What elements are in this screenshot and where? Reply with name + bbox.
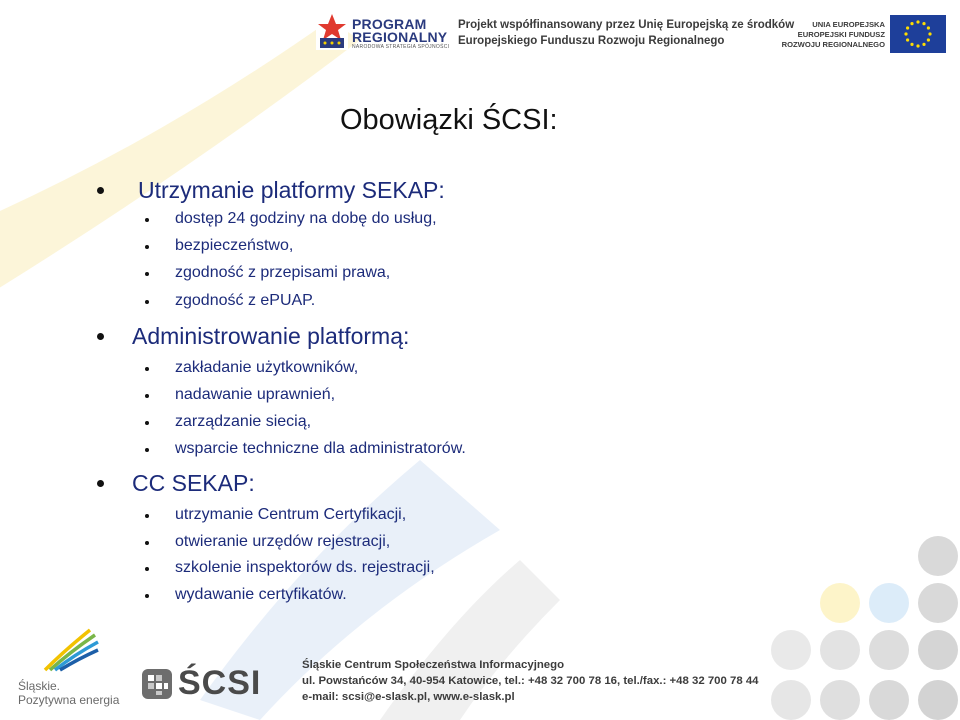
- list-item: nadawanie uprawnień,: [175, 386, 336, 403]
- footer-org-name: Śląskie Centrum Społeczeństwa Informacyjnego: [302, 659, 565, 671]
- deco-circle: [771, 680, 811, 720]
- eu-line1: UNIA EUROPEJSKA: [812, 20, 885, 29]
- footer-address: ul. Powstańców 34, 40-954 Katowice, tel.: +48 32 700 78 16, tel./fax.: +48 32 700 78 44: [302, 675, 759, 687]
- sub-bullet-icon: [145, 421, 149, 425]
- sub-bullet-icon: [145, 514, 149, 518]
- sub-bullet-icon: [145, 594, 149, 598]
- scsi-logo-text: ŚCSI: [178, 664, 262, 702]
- slaskie-line1: Śląskie.: [18, 679, 61, 693]
- bullet-icon: [97, 333, 104, 340]
- section-heading: Utrzymanie platformy SEKAP:: [138, 177, 445, 203]
- section-heading: Administrowanie platformą:: [132, 323, 410, 349]
- program-logo-line1: PROGRAM: [352, 16, 427, 32]
- footer-contact: e-mail: scsi@e-slask.pl, www.e-slask.pl: [302, 691, 515, 703]
- deco-circle: [918, 583, 958, 623]
- deco-circle: [918, 536, 958, 576]
- deco-circle: [771, 630, 811, 670]
- list-item: zgodność z ePUAP.: [175, 292, 316, 309]
- deco-circle: [869, 680, 909, 720]
- list-item: szkolenie inspektorów ds. rejestracji,: [175, 559, 435, 576]
- sub-bullet-icon: [145, 272, 149, 276]
- deco-circle: [918, 630, 958, 670]
- list-item: zakładanie użytkowników,: [175, 359, 359, 376]
- sub-bullet-icon: [145, 218, 149, 222]
- slaskie-line2: Pozytywna energia: [18, 693, 120, 707]
- program-regionalny-logo-icon: [316, 12, 348, 50]
- project-line2: Europejskiego Funduszu Rozwoju Regionalnego: [458, 35, 725, 47]
- list-item: dostęp 24 godziny na dobę do usług,: [175, 210, 437, 227]
- slaskie-logo-icon: [40, 625, 100, 675]
- list-item: utrzymanie Centrum Certyfikacji,: [175, 506, 407, 523]
- sub-bullet-icon: [145, 394, 149, 398]
- project-line1: Projekt współfinansowany przez Unię Europejską ze środków: [458, 19, 795, 31]
- list-item: otwieranie urzędów rejestracji,: [175, 533, 391, 550]
- deco-circle: [869, 630, 909, 670]
- header-banner: [0, 0, 960, 70]
- list-item: wydawanie certyfikatów.: [175, 586, 347, 603]
- eu-line3: ROZWOJU REGIONALNEGO: [781, 40, 885, 49]
- sub-bullet-icon: [145, 541, 149, 545]
- eu-line2: EUROPEJSKI FUNDUSZ: [797, 30, 885, 39]
- deco-circle: [869, 583, 909, 623]
- section-heading: CC SEKAP:: [132, 470, 255, 496]
- bullet-icon: [97, 480, 104, 487]
- deco-circle: [820, 630, 860, 670]
- list-item: wsparcie techniczne dla administratorów.: [175, 440, 466, 457]
- program-logo-sub: NARODOWA STRATEGIA SPÓJNOŚCI: [352, 44, 450, 50]
- scsi-logo-icon: [140, 667, 174, 701]
- slide-title: Obowiązki ŚCSI:: [340, 104, 558, 136]
- program-logo-line2: REGIONALNY: [352, 29, 448, 45]
- list-item: zgodność z przepisami prawa,: [175, 264, 391, 281]
- deco-circle: [820, 680, 860, 720]
- sub-bullet-icon: [145, 245, 149, 249]
- list-item: bezpieczeństwo,: [175, 237, 294, 254]
- sub-bullet-icon: [145, 448, 149, 452]
- deco-circle: [820, 583, 860, 623]
- sub-bullet-icon: [145, 300, 149, 304]
- deco-circle: [918, 680, 958, 720]
- sub-bullet-icon: [145, 367, 149, 371]
- eu-flag-icon: [890, 15, 946, 53]
- sub-bullet-icon: [145, 567, 149, 571]
- bullet-icon: [97, 187, 104, 194]
- list-item: zarządzanie siecią,: [175, 413, 312, 430]
